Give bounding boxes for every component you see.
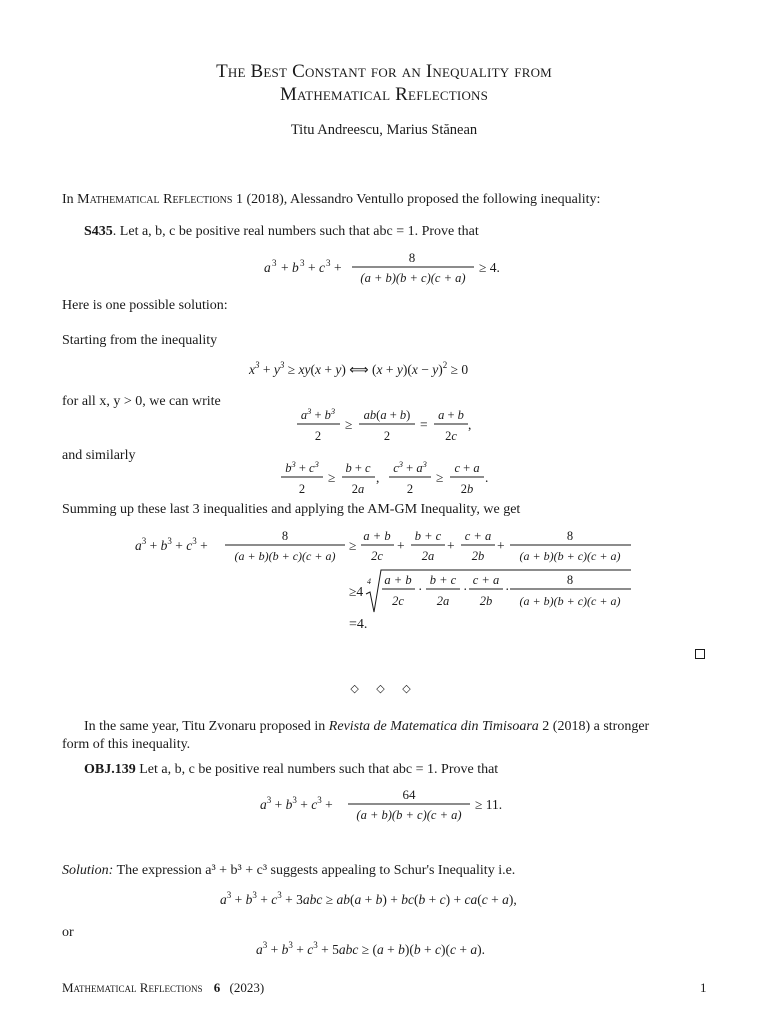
paragraph-or: or xyxy=(62,925,74,940)
eq4-ge2: ≥ xyxy=(436,470,444,485)
eq5-r4-num: 8 xyxy=(566,573,574,587)
solution-label: Solution: xyxy=(62,863,114,878)
eq5-f3-num: c + a xyxy=(464,529,492,543)
paper-title-line-2: Mathematical Reflections xyxy=(279,84,489,105)
intro-prefix: In xyxy=(62,192,78,207)
problem-obj139-label: OBJ.139 xyxy=(84,762,136,777)
equation-obj139 xyxy=(0,784,768,826)
equation-s435 xyxy=(0,248,768,288)
eq5-dot1: · xyxy=(418,582,423,597)
eq5-r1-num: a + b xyxy=(384,573,412,587)
paragraph-starting: Starting from the inequality xyxy=(62,333,218,348)
paragraph-same-year-line-1 xyxy=(84,718,649,736)
eq3-eq: = xyxy=(420,417,428,432)
eq6-ge: ≥ 11. xyxy=(475,797,503,812)
eq2-text: $x^3 + y^3 \ge xy(x + y)$ ⟺ $(x + y)(x - y)^2 \ge 0$ xyxy=(249,360,469,377)
intro-rest: 1 (2018), Alessandro Ventullo proposed the following inequality: xyxy=(232,192,601,207)
eq3-num1: $a^3 + b^3$ xyxy=(300,406,336,422)
eq5-dot2: · xyxy=(463,582,468,597)
eq3-comma: , xyxy=(468,417,472,432)
eq6-cubes: $a^3 + b^3 + c^3$ + xyxy=(260,795,333,812)
eq1-exp2: 3 xyxy=(300,258,305,268)
eq4-den2: 2a xyxy=(351,482,365,496)
eq1-left: a xyxy=(264,260,271,275)
page-footer-left xyxy=(62,980,264,996)
eq5-f1-den: 2c xyxy=(371,549,383,563)
eq1-plus: + b xyxy=(281,260,299,275)
eq5-r3-den: 2b xyxy=(479,594,493,608)
eq5-plus3: + xyxy=(497,538,505,553)
same-year-text-a: In the same year, Titu Zvonaru proposed in xyxy=(84,719,329,734)
equation-schur xyxy=(0,888,768,912)
intro-paragraph xyxy=(62,191,600,209)
eq4-num3: $c^3 + a^3$ xyxy=(393,459,427,475)
equation-am-gm-chain xyxy=(0,520,768,635)
paragraph-forall: for all x, y > 0, we can write xyxy=(62,394,221,409)
eq5-r4-den: (a + b)(b + c)(c + a) xyxy=(519,594,621,608)
equation-schur-variant xyxy=(0,938,768,962)
solution-text: The expression a³ + b³ + c³ suggests appealing to Schur's Inequality i.e. xyxy=(113,863,516,878)
paragraph-similarly: and similarly xyxy=(62,448,136,463)
eq5-l1-ge: ≥ xyxy=(349,538,357,553)
eq5-f4-den: (a + b)(b + c)(c + a) xyxy=(519,549,621,563)
eq1-ge: ≥ 4. xyxy=(479,260,500,275)
eq5-f4-num: 8 xyxy=(566,529,574,543)
eq1-plus3: + xyxy=(334,260,342,275)
eq5-f3-den: 2b xyxy=(471,549,485,563)
eq3-ge: ≥ xyxy=(345,417,353,432)
eq4-ge1: ≥ xyxy=(328,470,336,485)
eq3-den3: 2c xyxy=(445,429,457,443)
eq5-f2-den: 2a xyxy=(421,549,435,563)
eq5-line3-result: =4. xyxy=(349,617,368,632)
eq1-exp: 3 xyxy=(272,258,277,268)
section-separator-diamonds: ◇ ◇ ◇ xyxy=(350,682,418,695)
eq5-r1-den: 2c xyxy=(392,594,404,608)
eq5-f2-num: b + c xyxy=(414,529,442,543)
eq5-l2-root-index: 4 xyxy=(367,577,371,586)
eq5-l2-ge4: ≥4 xyxy=(349,584,364,599)
equation-xy xyxy=(0,358,768,382)
eq7-text: $a^3 + b^3 + c^3 + 3abc \ge ab(a + b) + bc(b + c) + ca(c + a)$, xyxy=(220,890,517,907)
problem-s435-label: S435 xyxy=(84,224,113,239)
eq5-l1-den: (a + b)(b + c)(c + a) xyxy=(234,549,336,563)
paragraph-same-year-line-2: form of this inequality. xyxy=(62,737,191,752)
problem-obj139-text: Let a, b, c be positive real numbers such that abc = 1. Prove that xyxy=(135,762,499,777)
eq3-num3: a + b xyxy=(438,408,464,422)
eq3-den1: 2 xyxy=(314,429,322,443)
same-year-text-b: 2 (2018) a stronger xyxy=(538,719,650,734)
eq1-exp3: 3 xyxy=(326,258,331,268)
intro-journal-name: Mathematical Reflections xyxy=(77,192,233,207)
eq5-dot3: · xyxy=(505,582,510,597)
eq8-text: $a^3 + b^3 + c^3 + 5abc \ge (a + b)(b + c)(c + a)$. xyxy=(256,940,486,957)
eq5-r2-den: 2a xyxy=(436,594,450,608)
eq3-den2: 2 xyxy=(383,429,391,443)
equation-bc-ca-bound xyxy=(0,457,768,499)
eq4-period: . xyxy=(485,470,489,485)
eq4-den1: 2 xyxy=(298,482,306,496)
footer-year: (2023) xyxy=(229,980,265,995)
paper-authors: Titu Andreescu, Marius Stănean xyxy=(290,122,478,138)
eq5-r2-num: b + c xyxy=(429,573,457,587)
eq1-plus2: + c xyxy=(308,260,325,275)
eq4-comma1: , xyxy=(376,470,380,485)
eq4-num2: b + c xyxy=(345,461,371,475)
problem-obj139 xyxy=(84,761,498,779)
qed-square-icon xyxy=(695,649,705,659)
eq5-l1-num: 8 xyxy=(281,529,289,543)
eq1-den: (a + b)(b + c)(c + a) xyxy=(360,271,466,285)
eq4-den4: 2b xyxy=(460,482,474,496)
eq4-den3: 2 xyxy=(406,482,414,496)
paragraph-summing: Summing up these last 3 inequalities and applying the AM-GM Inequality, we get xyxy=(62,502,521,517)
eq4-num1: $b^3 + c^3$ xyxy=(285,459,319,475)
eq4-num4: c + a xyxy=(454,461,480,475)
eq1-num: 8 xyxy=(408,250,416,265)
footer-journal: Mathematical Reflections xyxy=(62,980,203,995)
footer-issue: 6 xyxy=(213,980,221,995)
eq5-f1-num: a + b xyxy=(363,529,391,543)
page-number: 1 xyxy=(700,980,707,995)
eq5-l1-cubes: $a^3 + b^3 + c^3$ + xyxy=(135,536,208,553)
eq5-plus2: + xyxy=(447,538,455,553)
paragraph-solution-intro: Here is one possible solution: xyxy=(62,298,228,313)
problem-s435-text: . Let a, b, c be positive real numbers such that abc = 1. Prove that xyxy=(112,224,479,239)
problem-s435 xyxy=(84,223,479,241)
eq5-plus1: + xyxy=(397,538,405,553)
eq3-num2: ab(a + b) xyxy=(363,408,411,422)
paper-title-line-1: The Best Constant for an Inequality from xyxy=(216,61,552,82)
eq6-den: (a + b)(b + c)(c + a) xyxy=(356,808,462,822)
eq6-num: 64 xyxy=(402,787,416,802)
eq5-r3-num: c + a xyxy=(472,573,500,587)
equation-ab-bound xyxy=(0,404,768,446)
solution-paragraph xyxy=(62,862,515,880)
same-year-journal: Revista de Matematica din Timisoara xyxy=(328,719,539,734)
